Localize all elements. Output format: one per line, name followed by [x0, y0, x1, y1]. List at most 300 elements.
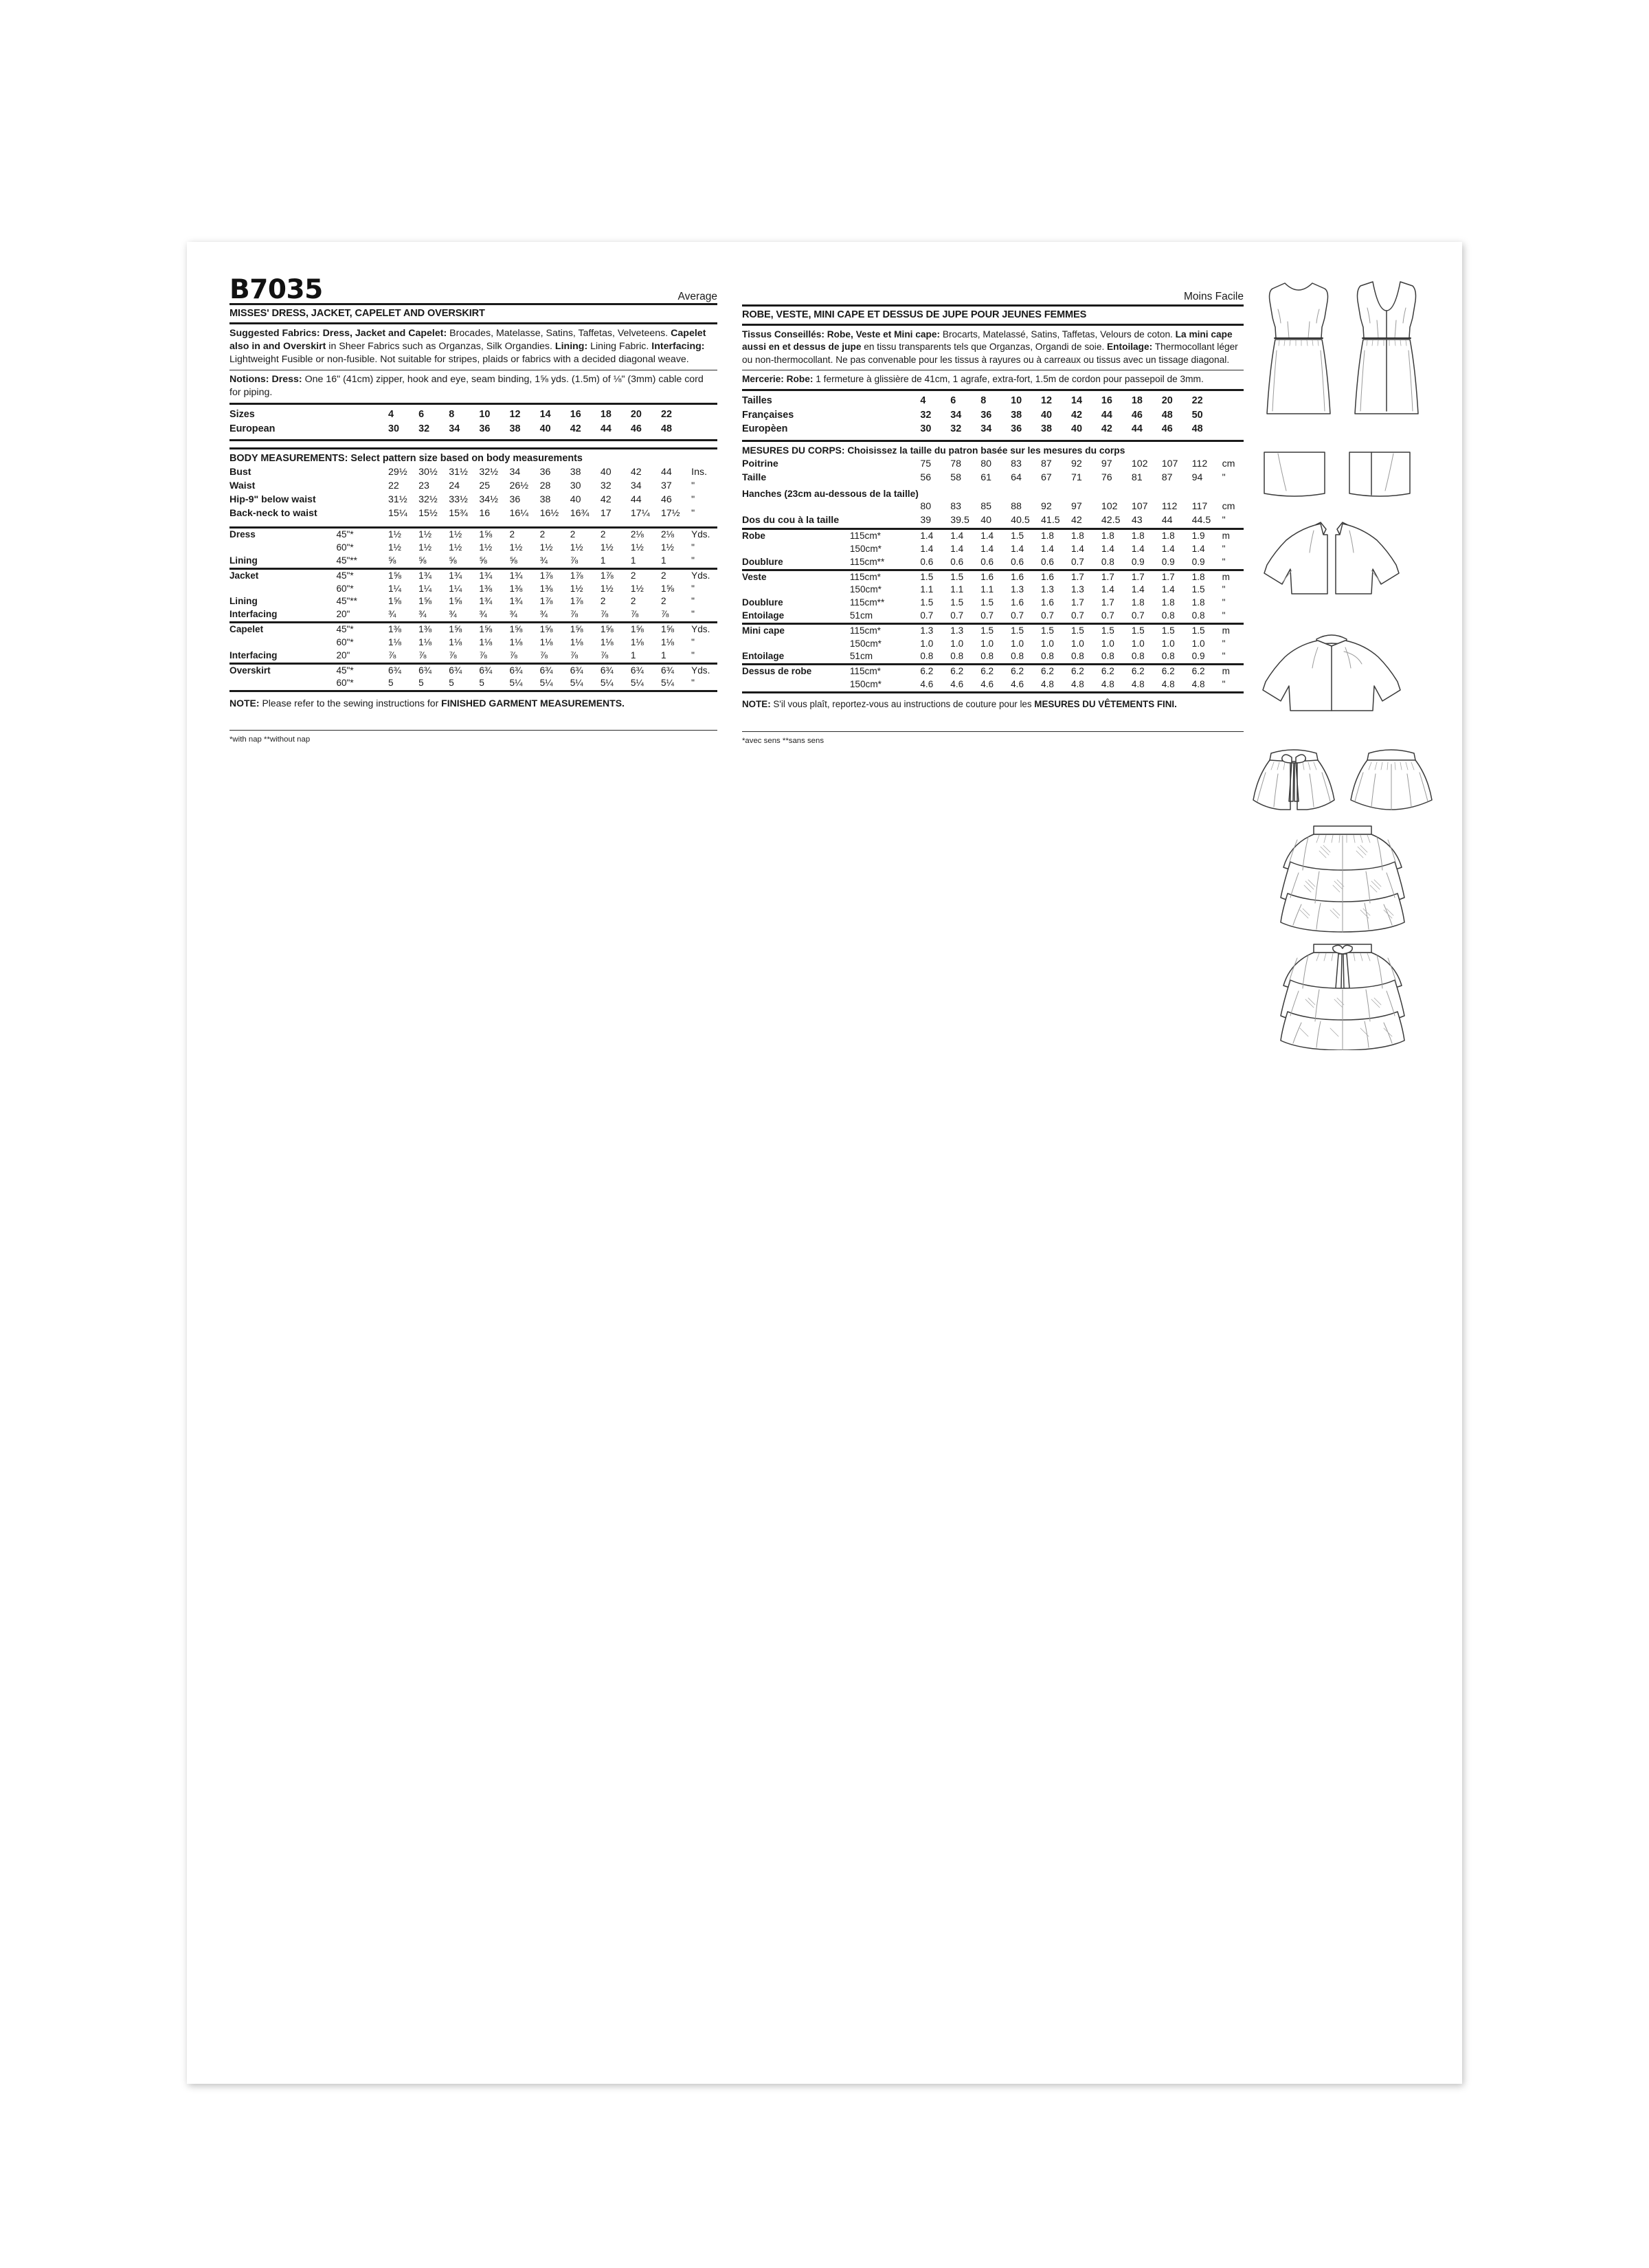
size-value: 44: [1101, 409, 1112, 421]
table-row: [229, 583, 717, 596]
sizes-block-en: [229, 405, 717, 439]
row-label: Back-neck to waist: [229, 507, 317, 519]
row-label: European: [229, 423, 276, 434]
note-text: Please refer to the sewing instructions for: [259, 698, 442, 709]
yardage-value: 5: [418, 678, 424, 689]
hip-row-table-fr: [742, 500, 1244, 514]
fabric-width: 150cm*: [849, 584, 882, 595]
size-value: 22: [1191, 395, 1203, 407]
yardage-value: 4.8: [1191, 679, 1205, 690]
back-neck-row-table-fr: [742, 514, 1244, 528]
yardage-value: 1⅛: [509, 636, 523, 647]
yardage-value: 1.7: [1161, 571, 1175, 582]
yardage-value: 1.3: [1070, 584, 1084, 595]
size-value: 8: [980, 395, 987, 407]
yardage-value: 6¾: [570, 665, 583, 676]
measurement-value: 87: [1161, 471, 1173, 483]
unit-cell: ": [691, 649, 695, 660]
measurement-value: 112: [1191, 458, 1208, 469]
yardage-value: 1.5: [1041, 625, 1054, 636]
measurement-value: 34: [630, 480, 642, 491]
unit-cell: Ins.: [691, 466, 708, 478]
yardage-value: 1.5: [950, 571, 964, 582]
row-label: Capelet: [229, 624, 264, 635]
unit-cell: ": [691, 542, 695, 553]
yardage-value: 1.1: [950, 584, 964, 595]
fabrics-text-2: in Sheer Fabrics such as Organzas, Silk Organdies.: [326, 340, 555, 352]
yardage-value: 1.6: [1041, 571, 1054, 582]
illustration-jacket-back: [1250, 624, 1443, 729]
fabric-width: 45"*: [336, 570, 354, 581]
size-value: 46: [1161, 423, 1173, 435]
yardage-value: 0.7: [980, 610, 994, 621]
unit-cell: m: [1222, 666, 1230, 677]
yardage-value: 1⅜: [388, 624, 401, 635]
row-label: Veste: [742, 571, 767, 582]
yardage-value: 1.4: [920, 543, 934, 554]
row-label: Doublure: [742, 556, 783, 567]
yardage-value: ⅞: [661, 609, 669, 620]
measurement-value: 94: [1191, 471, 1203, 483]
table-row: [742, 408, 1244, 422]
illustration-overskirt-tiered-back: [1250, 940, 1443, 1050]
line-art-column: [1250, 274, 1443, 1054]
yardage-value: 0.8: [1161, 651, 1175, 662]
size-value: 40: [1041, 409, 1053, 421]
yardage-value: 1.5: [920, 571, 934, 582]
yardage-value: 1.4: [950, 531, 964, 542]
yardage-value: ⅝: [509, 555, 517, 566]
fabric-width: 45"*: [336, 529, 354, 540]
yardage-value: 0.8: [1191, 610, 1205, 621]
table-row: [229, 570, 717, 583]
yardage-value: 1⅛: [479, 636, 493, 647]
row-label: Waist: [229, 480, 256, 491]
yardage-value: 1⅜: [479, 583, 493, 594]
yardage-value: 0.9: [1161, 556, 1175, 567]
yardage-value: 0.9: [1191, 556, 1205, 567]
measurement-value: 32½: [479, 466, 498, 478]
table-row: [742, 583, 1244, 597]
yardage-value: 1.6: [1011, 597, 1024, 608]
spacer-cell: [850, 471, 920, 485]
fabric-width: 115cm**: [849, 597, 885, 608]
yardage-value: ⅞: [570, 649, 579, 660]
yardage-value: 0.8: [1131, 651, 1145, 662]
yardage-value: 1⅝: [509, 624, 523, 635]
note-bold-tail-fr: MESURES DU VÊTEMENTS FINI.: [1034, 698, 1177, 709]
row-label: Mini cape: [742, 625, 785, 636]
unit-cell: ": [1222, 471, 1226, 483]
illustration-dress-front-back: [1250, 274, 1443, 445]
sizes-table-fr: [742, 394, 1244, 436]
yardage-value: 1⅝: [479, 529, 493, 540]
yardage-value: 0.9: [1131, 556, 1145, 567]
row-label: Poitrine: [742, 458, 778, 469]
measurement-value: 97: [1070, 501, 1082, 513]
yardage-table: [742, 625, 1244, 663]
yardage-value: 1.0: [920, 638, 934, 649]
spacer-cell: [850, 514, 920, 528]
size-value: 40: [539, 423, 551, 434]
table-row: [742, 650, 1244, 663]
fabric-width: 150cm*: [849, 679, 882, 690]
table-row: [229, 480, 717, 493]
yardage-value: 6.2: [980, 666, 994, 677]
table-row: [229, 608, 717, 621]
yardage-value: 1.0: [1070, 638, 1084, 649]
yardage-value: 1½: [630, 542, 644, 553]
measurement-value: 78: [950, 458, 962, 469]
illustration-overskirt-tiered: [1250, 821, 1443, 936]
row-label: Robe: [742, 531, 765, 542]
yardage-value: 1½: [449, 542, 462, 553]
table-row: [229, 595, 717, 608]
yardage-value: 0.7: [1041, 610, 1054, 621]
fabrics-text-2-fr: en tissu transparents tels que Organzas, Organdi de soie.: [861, 342, 1108, 353]
yardage-value: 1.5: [1131, 625, 1145, 636]
measurement-value: 26½: [509, 480, 529, 491]
yardage-value: 1½: [388, 529, 401, 540]
yardage-value: 1.4: [920, 531, 934, 542]
measurement-value: 32: [600, 480, 612, 491]
yardage-value: 2⅛: [630, 529, 644, 540]
size-value: 34: [449, 423, 460, 434]
table-row: [229, 555, 717, 568]
size-value: 38: [509, 423, 521, 434]
yardage-value: 1⅜: [509, 583, 523, 594]
measurement-value: 25: [479, 480, 491, 491]
yardage-value: ⅞: [570, 609, 579, 620]
row-label: Doublure: [742, 597, 783, 608]
size-value: 32: [950, 423, 962, 435]
yardage-value: 1.7: [1131, 571, 1145, 582]
size-value: 12: [1041, 395, 1053, 407]
yardage-value: 6¾: [479, 665, 493, 676]
measurement-value: 87: [1041, 458, 1052, 469]
yardage-value: 6¾: [509, 665, 523, 676]
yardage-value: 1⅞: [570, 570, 583, 581]
yardage-value: 1⅝: [449, 624, 462, 635]
size-value: 8: [449, 409, 455, 421]
measurement-value: 102: [1101, 501, 1118, 513]
unit-cell: Yds.: [691, 624, 710, 635]
yardage-value: 0.8: [950, 651, 964, 662]
row-label: [229, 677, 336, 690]
measurement-value: 83: [950, 501, 962, 513]
unit-cell: ": [691, 583, 695, 594]
row-label: [229, 583, 336, 596]
unit-cell: ": [1222, 543, 1226, 554]
row-label: Lining: [229, 596, 258, 607]
fabric-width: 60"*: [336, 542, 354, 553]
table-row: [229, 636, 717, 649]
measurement-value: 117: [1191, 501, 1208, 513]
yardage-value: 1⅝: [449, 596, 462, 607]
yardage-value: 6.2: [1070, 666, 1084, 677]
yardage-value: 1.0: [980, 638, 994, 649]
yardage-value: 1½: [600, 542, 614, 553]
fabric-width: 51cm: [849, 610, 873, 621]
yardage-value: 1.0: [1101, 638, 1114, 649]
table-row: [742, 610, 1244, 623]
yardage-value: 0.8: [920, 651, 934, 662]
yardage-value: 1.7: [1070, 597, 1084, 608]
yardage-value: 0.7: [1070, 610, 1084, 621]
table-row: [229, 507, 717, 521]
size-value: 34: [980, 423, 992, 435]
yardage-value: 6¾: [600, 665, 614, 676]
yardage-value: 6.2: [920, 666, 934, 677]
fabric-width: 115cm*: [849, 531, 881, 542]
size-value: 44: [600, 423, 612, 434]
yardage-value: 0.6: [1041, 556, 1054, 567]
size-value: 20: [1161, 395, 1173, 407]
table-row: [229, 677, 717, 690]
yardage-table: [742, 665, 1244, 691]
measurement-value: 76: [1101, 471, 1112, 483]
illustration-jacket-short-pair: [1250, 449, 1443, 513]
yardage-value: 1.4: [1101, 584, 1114, 595]
yardage-value: 0.8: [1011, 651, 1024, 662]
yardage-value: 0.8: [1161, 610, 1175, 621]
yardage-value: ⅞: [449, 649, 457, 660]
yardage-value: 1⅜: [539, 583, 553, 594]
yardage-value: 1.7: [1101, 571, 1114, 582]
row-label: Jacket: [229, 570, 259, 581]
row-label: Overskirt: [229, 665, 271, 676]
yardage-value: 1.4: [1161, 543, 1175, 554]
table-row: [742, 625, 1244, 638]
yardage-value: 2: [630, 596, 636, 607]
row-label: Entoilage: [742, 651, 785, 662]
yardage-value: 1.5: [1101, 625, 1114, 636]
row-label: Dos du cou à la taille: [742, 515, 840, 526]
measurement-value: 34: [509, 466, 521, 478]
yardage-value: 0.8: [1101, 556, 1114, 567]
size-value: 22: [661, 409, 673, 421]
yardage-value: 1.8: [1191, 597, 1205, 608]
yardage-value: ⅝: [388, 555, 396, 566]
yardage-value: 1.0: [1131, 638, 1145, 649]
notions-lead-fr: Mercerie: Robe:: [742, 374, 814, 385]
measurement-value: 29½: [388, 466, 407, 478]
table-row: [742, 500, 1244, 514]
table-row: [229, 466, 717, 480]
yardage-value: ⅝: [449, 555, 457, 566]
fabric-width: 115cm*: [849, 571, 881, 582]
yardage-value: 1.8: [1101, 531, 1114, 542]
yardage-value: 1.4: [1131, 543, 1145, 554]
measurement-value: 37: [661, 480, 672, 491]
yardage-value: 4.8: [1161, 679, 1175, 690]
french-column: [742, 276, 1244, 746]
yardage-table: [229, 623, 717, 662]
garment-title-fr: ROBE, VESTE, MINI CAPE ET DESSUS DE JUPE POUR JEUNES FEMMES: [742, 309, 1087, 320]
hip-heading-fr: Hanches (23cm au-dessous de la taille): [742, 488, 919, 499]
size-value: 32: [418, 423, 430, 434]
measurement-value: 39: [920, 515, 932, 526]
yardage-value: 1.8: [1161, 531, 1175, 542]
measurement-value: 23: [418, 480, 429, 491]
note-lead: NOTE:: [229, 698, 260, 709]
yardage-value: 1½: [570, 542, 583, 553]
row-label: Sizes: [229, 409, 255, 421]
yardage-value: 0.6: [950, 556, 964, 567]
table-row: [742, 571, 1244, 584]
yardage-value: 1.4: [1070, 543, 1084, 554]
yardage-value: 1.0: [950, 638, 964, 649]
yardage-value: 1.0: [1011, 638, 1024, 649]
yardage-value: 1½: [388, 542, 401, 553]
measurement-value: 16: [479, 507, 491, 519]
yardage-value: 5: [388, 678, 394, 689]
yardage-value: 1¾: [449, 570, 462, 581]
finished-measurements-note-en: [229, 692, 717, 715]
yardage-value: 2: [630, 570, 636, 581]
yardage-value: 1½: [479, 542, 493, 553]
measurement-value: 80: [920, 501, 932, 513]
yardage-value: 1½: [418, 542, 432, 553]
yardage-table: [742, 530, 1244, 568]
yardage-value: 0.8: [980, 651, 994, 662]
yardage-value: 1: [630, 555, 636, 566]
measurement-value: 56: [920, 471, 932, 483]
yardage-value: 1.4: [980, 531, 994, 542]
measurement-value: 43: [1131, 515, 1143, 526]
yardage-table: [229, 570, 717, 621]
unit-cell: m: [1222, 625, 1230, 636]
measurement-value: 107: [1131, 501, 1148, 513]
yardage-value: 1⅞: [539, 570, 553, 581]
yardage-value: 1½: [661, 542, 674, 553]
yardage-value: 1.5: [1191, 584, 1205, 595]
yardage-value: 1.8: [1070, 531, 1084, 542]
difficulty-label-fr: Moins Facile: [1184, 290, 1244, 302]
measurement-value: 112: [1161, 501, 1178, 513]
fabric-width: 115cm**: [849, 556, 885, 567]
fabric-width: 115cm*: [849, 666, 881, 677]
yardage-value: 1⅞: [570, 596, 583, 607]
fabrics-lead-3-fr: Entoilage:: [1107, 342, 1153, 353]
yardage-value: 1⅝: [570, 624, 583, 635]
table-row: [742, 514, 1244, 528]
yardage-value: 6.2: [1041, 666, 1054, 677]
size-value: 48: [661, 423, 673, 434]
yardage-value: 1¼: [449, 583, 462, 594]
yardage-value: ⅞: [600, 609, 609, 620]
table-row: [742, 422, 1244, 436]
yardage-value: 4.6: [950, 679, 964, 690]
table-row: [229, 542, 717, 555]
yardage-value: 2: [570, 529, 576, 540]
row-label: Tailles: [742, 395, 772, 407]
fabric-width: 150cm*: [849, 638, 882, 649]
size-value: 6: [950, 395, 956, 407]
measurement-value: 42: [630, 466, 642, 478]
unit-cell: ": [691, 636, 695, 647]
yardage-value: 0.7: [920, 610, 934, 621]
difficulty-label-en: Average: [677, 290, 717, 302]
yardage-value: ⅞: [630, 609, 639, 620]
yardage-value: 1⅜: [418, 624, 432, 635]
yardage-value: 2: [600, 596, 606, 607]
yardage-value: 6.2: [1131, 666, 1145, 677]
measurement-value: 32½: [418, 493, 438, 505]
measurement-value: 40: [600, 466, 612, 478]
unit-cell: ": [1222, 679, 1226, 690]
table-row: [742, 458, 1244, 471]
yardage-value: ⅞: [570, 555, 579, 566]
fabrics-lead-2: Capelet also in and Overskirt: [229, 327, 706, 352]
measurement-value: 36: [539, 466, 551, 478]
yardage-value: 5: [449, 678, 454, 689]
yardage-value: 1½: [509, 542, 523, 553]
yardage-value: 1.6: [980, 571, 994, 582]
spacer-cell: [336, 422, 388, 436]
yardage-value: 1.3: [950, 625, 964, 636]
table-row: [229, 493, 717, 507]
unit-cell: [691, 408, 717, 421]
spacer-cell: [336, 507, 388, 521]
measurement-value: 42: [600, 493, 612, 505]
measurement-value: 92: [1070, 458, 1082, 469]
yardage-value: 1⅝: [418, 596, 432, 607]
yardage-value: 0.8: [1041, 651, 1054, 662]
yardage-value: 1.8: [1041, 531, 1054, 542]
yardage-value: 6.2: [1161, 666, 1175, 677]
size-value: 6: [418, 409, 425, 421]
yardage-value: 4.6: [980, 679, 994, 690]
yardage-value: 1.9: [1191, 531, 1205, 542]
yardage-value: ⅞: [509, 649, 517, 660]
yardage-value: 1½: [570, 583, 583, 594]
size-value: 36: [980, 409, 992, 421]
measurement-value: 61: [980, 471, 991, 483]
yardage-value: 4.8: [1041, 679, 1054, 690]
yardage-value: 1¾: [418, 570, 432, 581]
yardage-value: 6.2: [1191, 666, 1205, 677]
yardage-value: 0.6: [1011, 556, 1024, 567]
row-label: [229, 636, 336, 649]
yardage-value: 5¼: [630, 678, 644, 689]
yardage-value: 1¾: [479, 570, 493, 581]
row-label: Françaises: [742, 409, 794, 421]
yardage-value: 1⅝: [388, 570, 401, 581]
table-row: [742, 678, 1244, 691]
measurement-value: 16½: [539, 507, 559, 519]
english-column: [229, 276, 717, 745]
measurement-value: 75: [920, 458, 932, 469]
yardage-value: 1.5: [1011, 531, 1024, 542]
measurement-value: 44: [630, 493, 642, 505]
nap-note-fr: *avec sens **sans sens: [742, 736, 824, 745]
yardage-value: 1¾: [479, 596, 493, 607]
measurement-value: 97: [1101, 458, 1112, 469]
yardage-value: 6¾: [630, 665, 644, 676]
yardage-value: 1⅝: [479, 624, 493, 635]
unit-cell: [1222, 394, 1244, 408]
row-label: Interfacing: [229, 609, 278, 620]
yardage-value: 1.4: [1161, 584, 1175, 595]
yardage-value: 1.8: [1131, 597, 1145, 608]
notions-en: [229, 370, 717, 403]
size-value: 36: [479, 423, 491, 434]
size-value: 4: [920, 395, 926, 407]
pattern-number: B7035: [229, 274, 323, 305]
size-value: 20: [630, 409, 642, 421]
size-value: 36: [1011, 423, 1022, 435]
